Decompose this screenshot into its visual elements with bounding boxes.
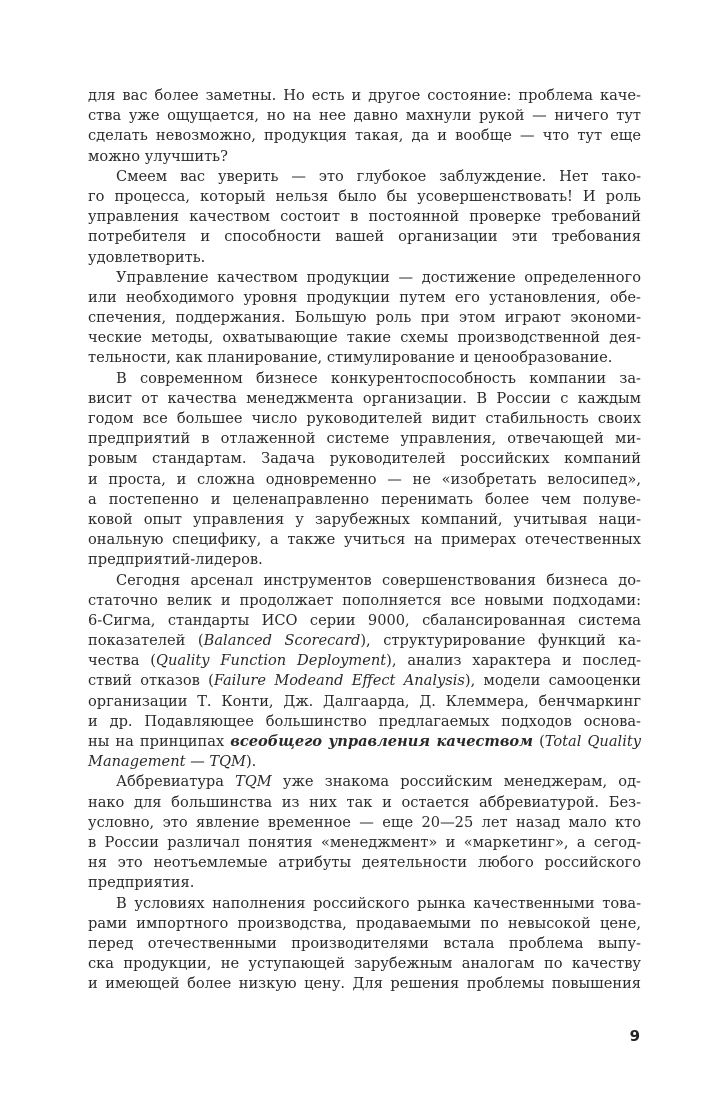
- italic-term: Failure Modeand Effect Analysis: [213, 672, 465, 690]
- text-run: предприятий в отлаженной системе управления, отвечающей ми-: [88, 430, 641, 448]
- text-run: а постепенно и целенаправленно перенимать более чем полуве-: [88, 490, 641, 508]
- text-run: висит от качества менеджмента организации. В России с каждым: [88, 389, 641, 407]
- text-run: для вас более заметны. Но есть и другое состояние: проблема каче-: [88, 87, 641, 104]
- text-run: ческие методы, охватывающие такие схемы производственной дея-: [88, 329, 641, 347]
- text-line: [88, 187, 641, 207]
- text-run: 6-Сигма, стандарты ИСО серии 9000, сбалансированная система: [88, 611, 641, 629]
- text-run: (: [533, 733, 545, 750]
- text-line: [88, 813, 641, 833]
- paragraph: [88, 772, 641, 893]
- text-line: [88, 873, 641, 893]
- text-line: [88, 631, 641, 651]
- text-line: [88, 833, 641, 853]
- italic-term: Balanced Scorecard: [203, 632, 361, 650]
- text-line: [88, 470, 641, 490]
- text-line: [88, 712, 641, 732]
- italic-term: Management — TQM: [88, 753, 246, 771]
- text-line: [88, 894, 641, 914]
- text-run: Смеем вас уверить — это глубокое заблуждение. Нет тако-: [116, 167, 641, 185]
- text-line: [88, 853, 641, 873]
- text-line: [88, 571, 641, 591]
- text-run: или необходимого уровня продукции путем его установления, обе-: [88, 288, 641, 306]
- text-run: В условиях наполнения российского рынка качественными това-: [116, 894, 641, 912]
- emphasis-text: всеобщего управления качеством: [230, 733, 534, 750]
- text-line: [88, 409, 641, 429]
- text-run: Сегодня арсенал инструментов совершенствования бизнеса до-: [116, 571, 641, 589]
- text-line: [88, 732, 641, 752]
- text-run: ны на принципах: [88, 733, 231, 750]
- text-run: сделать невозможно, продукция такая, да и вообще — что тут еще: [88, 127, 641, 145]
- italic-term: TQM: [235, 773, 272, 791]
- text-run: го процесса, который нельзя было бы усовершенствовать! И роль: [88, 187, 641, 205]
- text-line: [88, 389, 641, 409]
- text-run: чества (: [88, 652, 156, 670]
- text-line: [88, 288, 641, 308]
- text-line: [88, 369, 641, 389]
- text-run: предприятий-лидеров.: [88, 551, 263, 569]
- text-line: [88, 490, 641, 510]
- text-run: спечения, поддержания. Большую роль при этом играют экономи-: [88, 309, 641, 327]
- page-number: 9: [629, 1027, 640, 1045]
- paragraph: [88, 571, 641, 773]
- text-run: управления качеством состоит в постоянной проверке требований: [88, 208, 641, 226]
- text-line: [88, 934, 641, 954]
- text-run: годом все большее число руководителей видит стабильность своих: [88, 410, 641, 427]
- text-run: и имеющей более низкую цену. Для решения проблемы повышения: [88, 975, 641, 993]
- text-line: [88, 974, 641, 994]
- text-run: Аббревиатура: [116, 773, 236, 791]
- text-line: [88, 550, 641, 570]
- text-line: [88, 591, 641, 611]
- text-line: [88, 692, 641, 712]
- text-line: [88, 167, 641, 187]
- text-run: потребителя и способности вашей организации эти требования: [88, 228, 641, 246]
- text-run: Управление качеством продукции — достижение определенного: [116, 268, 641, 286]
- text-run: ска продукции, не уступающей зарубежным аналогам по качеству: [88, 955, 641, 973]
- text-line: [88, 954, 641, 974]
- text-run: ), модели самооценки: [464, 672, 641, 690]
- text-line: [88, 772, 641, 792]
- text-line: [88, 147, 641, 167]
- text-run: ствий отказов (: [88, 672, 214, 690]
- text-line: [88, 308, 641, 328]
- text-run: нако для большинства из них так и остается аббревиатурой. Без-: [88, 793, 641, 811]
- paragraph: [88, 894, 641, 995]
- text-line: [88, 429, 641, 449]
- text-line: [88, 671, 641, 691]
- text-line: [88, 348, 641, 368]
- text-run: показателей (: [88, 632, 204, 650]
- text-run: В современном бизнесе конкурентоспособность компании за-: [116, 369, 641, 387]
- text-line: [88, 752, 641, 772]
- text-line: [88, 914, 641, 934]
- text-run: можно улучшить?: [88, 147, 228, 165]
- text-line: [88, 227, 641, 247]
- italic-term: Total Quality: [544, 733, 641, 750]
- paragraph: [88, 86, 641, 167]
- page-body-text: [88, 86, 641, 994]
- text-run: ), структурирование функций ка-: [360, 632, 642, 650]
- text-line: [88, 268, 641, 288]
- text-line: [88, 651, 641, 671]
- text-run: и др. Подавляющее большинство предлагаемых подходов основа-: [88, 712, 641, 730]
- text-run: удовлетворить.: [88, 248, 206, 266]
- text-run: организации Т. Конти, Дж. Далгаарда, Д. Клеммера, бенчмаркинг: [88, 692, 641, 710]
- text-line: [88, 126, 641, 146]
- text-line: [88, 106, 641, 126]
- text-run: ), анализ характера и послед-: [386, 652, 642, 670]
- text-line: [88, 207, 641, 227]
- text-run: в России различал понятия «менеджмент» и «маркетинг», а сегод-: [88, 833, 641, 851]
- text-line: [88, 530, 641, 550]
- text-run: ровым стандартам. Задача руководителей российских компаний: [88, 450, 641, 468]
- text-run: ства уже ощущается, но на нее давно махнули рукой — ничего тут: [88, 107, 641, 125]
- text-line: [88, 611, 641, 631]
- text-run: ональную специфику, а также учиться на примерах отечественных: [88, 531, 641, 549]
- text-run: предприятия.: [88, 874, 195, 892]
- text-run: и проста, и сложна одновременно — не «изобретать велосипед»,: [88, 470, 641, 488]
- text-line: [88, 793, 641, 813]
- text-line: [88, 248, 641, 268]
- text-run: уже знакома российским менеджерам, од-: [271, 773, 641, 791]
- paragraph: [88, 268, 641, 369]
- text-line: [88, 328, 641, 348]
- text-run: тельности, как планирование, стимулирование и ценообразование.: [88, 349, 613, 367]
- text-run: статочно велик и продолжает пополняется все новыми подходами:: [88, 591, 641, 609]
- text-line: [88, 449, 641, 469]
- text-line: [88, 510, 641, 530]
- paragraph: [88, 369, 641, 571]
- text-line: [88, 86, 641, 106]
- text-run: рами импортного производства, продаваемыми по невысокой цене,: [88, 914, 641, 932]
- text-run: условно, это явление временное — еще 20—25 лет назад мало кто: [88, 813, 641, 831]
- text-run: ня это неотъемлемые атрибуты деятельности любого российского: [88, 854, 641, 872]
- italic-term: Quality Function Deployment: [156, 652, 387, 670]
- text-run: ).: [245, 753, 257, 771]
- text-run: перед отечественными производителями встала проблема выпу-: [88, 934, 641, 952]
- text-run: ковой опыт управления у зарубежных компаний, учитывая наци-: [88, 510, 641, 528]
- paragraph: [88, 167, 641, 268]
